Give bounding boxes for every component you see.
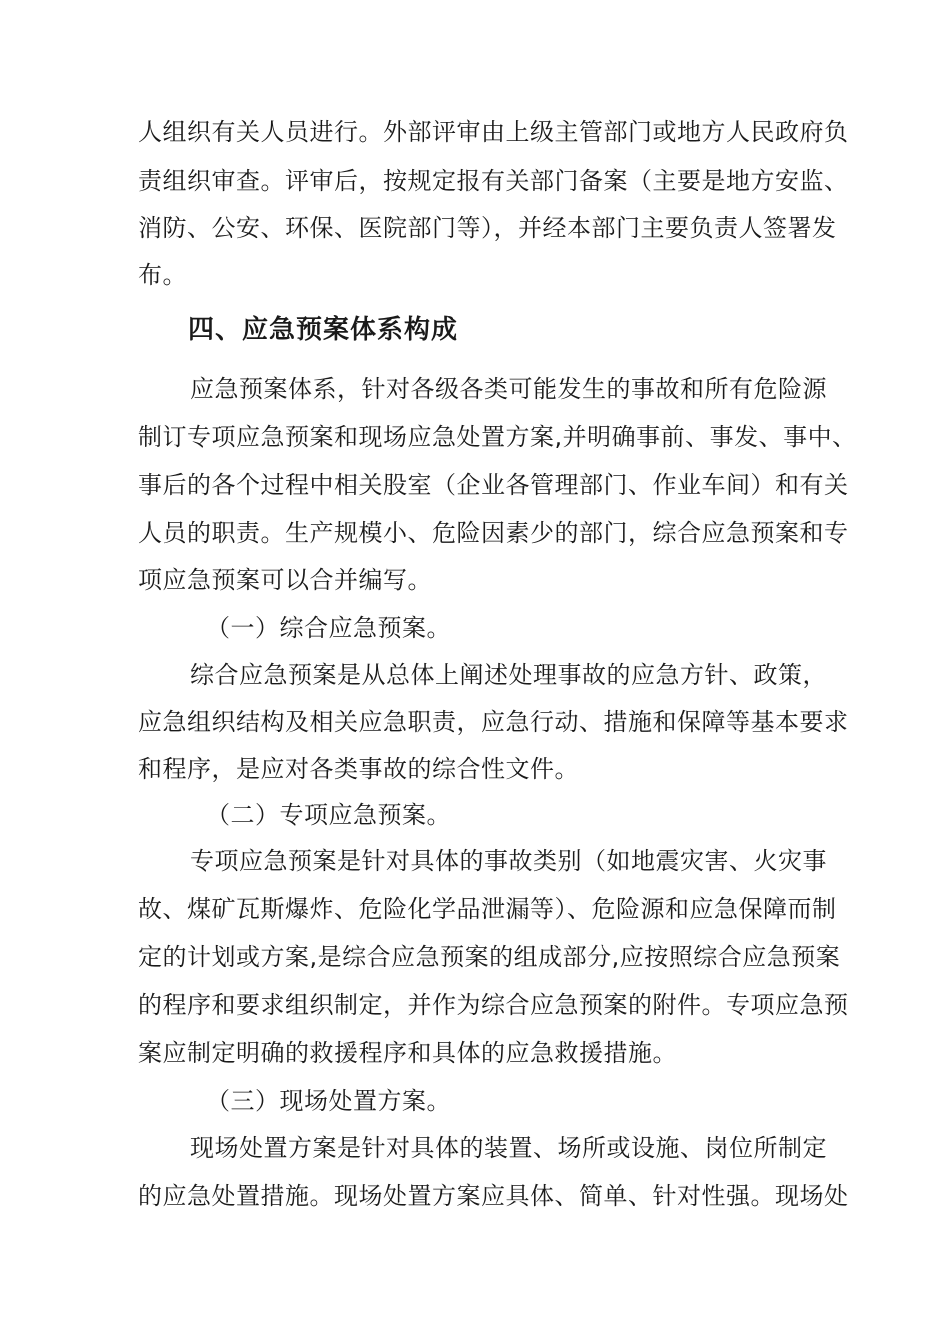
body-text-line: 的程序和要求组织制定，并作为综合应急预案的附件。专项应急预: [138, 991, 849, 1019]
body-text-line: 制订专项应急预案和现场应急处置方案,并明确事前、事发、事中、: [138, 423, 857, 451]
section-heading: 四、应急预案体系构成: [188, 315, 459, 345]
subsection-heading: （一）综合应急预案。: [206, 614, 451, 642]
subsection-heading: （三）现场处置方案。: [206, 1087, 451, 1115]
body-text-line: 的应急处置措施。现场处置方案应具体、简单、针对性强。现场处: [138, 1182, 849, 1210]
body-text-line: 定的计划或方案,是综合应急预案的组成部分,应按照综合应急预案: [138, 943, 841, 971]
body-text-line: 和程序，是应对各类事故的综合性文件。: [138, 755, 579, 783]
paragraph-first-line: 综合应急预案是从总体上阐述处理事故的应急方针、政策，: [190, 661, 827, 689]
subsection-heading: （二）专项应急预案。: [206, 801, 451, 829]
body-text-line: 消防、公安、环保、医院部门等），并经本部门主要负责人签署发: [138, 214, 837, 242]
paragraph-first-line: 应急预案体系，针对各级各类可能发生的事故和所有危险源: [190, 375, 827, 403]
body-text-line: 人员的职责。生产规模小、危险因素少的部门，综合应急预案和专: [138, 519, 849, 547]
body-text-line: 责组织审查。评审后，按规定报有关部门备案（主要是地方安监、: [138, 167, 849, 195]
body-text-line: 人组织有关人员进行。外部评审由上级主管部门或地方人民政府负: [138, 118, 849, 146]
body-text-line: 案应制定明确的救援程序和具体的应急救援措施。: [138, 1039, 677, 1067]
body-text-line: 事后的各个过程中相关股室（企业各管理部门、作业车间）和有关: [138, 471, 849, 499]
paragraph-first-line: 专项应急预案是针对具体的事故类别（如地震灾害、火灾事: [190, 847, 827, 875]
paragraph-first-line: 现场处置方案是针对具体的装置、场所或设施、岗位所制定: [190, 1134, 827, 1162]
body-text-line: 故、煤矿瓦斯爆炸、危险化学品泄漏等）、危险源和应急保障而制: [138, 895, 837, 923]
body-text-line: 项应急预案可以合并编写。: [138, 566, 432, 594]
body-text-line: 布。: [138, 261, 187, 289]
body-text-line: 应急组织结构及相关应急职责，应急行动、措施和保障等基本要求: [138, 708, 849, 736]
